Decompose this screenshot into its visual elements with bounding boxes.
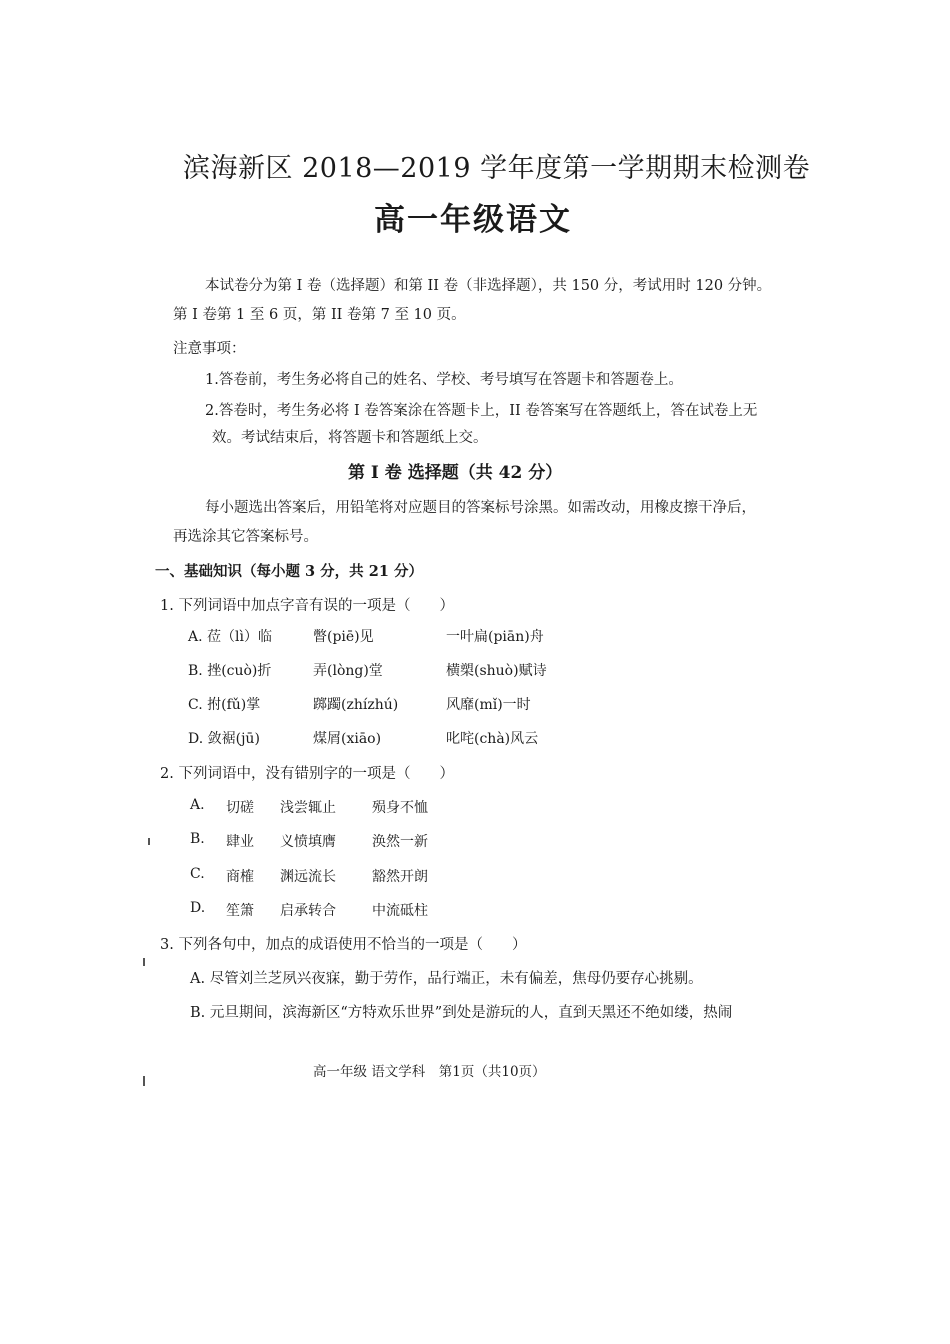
- q1-option-c-2: 踯躅(zhízhú): [313, 697, 399, 713]
- q3-option-b: B. 元旦期间，滨海新区“方特欢乐世界”到处是游玩的人，直到天黑还不绝如缕，热闹: [190, 1005, 733, 1021]
- q2-option-a-3: 殒身不恤: [372, 800, 428, 816]
- q2-option-b-3: 涣然一新: [372, 834, 428, 850]
- q2-option-d-1: 笙箫: [226, 903, 254, 919]
- section-title: 第 I 卷 选择题（共 42 分）: [348, 463, 563, 483]
- q2-option-a-1: 切磋: [226, 800, 254, 816]
- question-1-stem: 1. 下列词语中加点字音有误的一项是（ ）: [160, 598, 454, 614]
- section-instruction-line-1: 每小题选出答案后，用铅笔将对应题目的答案标号涂黑。如需改动，用橡皮擦干净后，: [205, 500, 756, 516]
- scan-mark: [148, 838, 150, 845]
- section-instruction-line-2: 再选涂其它答案标号。: [173, 529, 318, 545]
- q1-option-a-3: 一叶扁(piān)舟: [446, 629, 544, 645]
- exam-title: 滨海新区 2018—2019 学年度第一学期期末检测卷: [183, 153, 811, 184]
- q2-option-c-3: 豁然开朗: [372, 869, 428, 885]
- q2-option-b-label: B.: [190, 831, 205, 847]
- q2-option-b-1: 肆业: [226, 834, 254, 850]
- q2-option-c-label: C.: [190, 866, 205, 882]
- q2-option-c-2: 渊远流长: [280, 869, 336, 885]
- q2-option-b-2: 义愤填膺: [280, 834, 336, 850]
- exam-subtitle: 高一年级语文: [374, 202, 572, 238]
- q2-option-a-2: 浅尝辄止: [280, 800, 336, 816]
- page-footer: 高一年级 语文学科 第1页（共10页）: [313, 1064, 546, 1080]
- notice-item-1: 1.答卷前，考生务必将自己的姓名、学校、考号填写在答题卡和答题卷上。: [205, 372, 683, 388]
- q1-option-b-2: 弄(lòng)堂: [313, 663, 383, 679]
- notice-title: 注意事项：: [173, 341, 246, 357]
- q1-option-a-1: A. 莅（lì）临: [188, 629, 272, 645]
- intro-line-1: 本试卷分为第 I 卷（选择题）和第 II 卷（非选择题），共 150 分，考试用时 120 分钟。: [205, 278, 772, 294]
- q1-option-c-1: C. 拊(fǔ)掌: [188, 697, 261, 713]
- question-2-stem: 2. 下列词语中，没有错别字的一项是（ ）: [160, 766, 454, 782]
- q1-option-c-3: 风靡(mǐ)一时: [446, 697, 531, 713]
- scan-mark: [143, 1076, 145, 1086]
- q1-option-d-1: D. 敛裾(jū): [188, 731, 260, 747]
- q2-option-d-label: D.: [190, 900, 206, 916]
- q2-option-c-1: 商榷: [226, 869, 254, 885]
- part-title: 一、基础知识（每小题 3 分，共 21 分）: [155, 563, 423, 580]
- notice-item-2-line-1: 2.答卷时，考生务必将 I 卷答案涂在答题卡上，II 卷答案写在答题纸上，答在试卷上无: [205, 403, 758, 419]
- q1-option-d-3: 叱咤(chà)风云: [446, 731, 539, 747]
- scan-mark: [143, 958, 145, 966]
- q1-option-b-1: B. 挫(cuò)折: [188, 663, 272, 679]
- q1-option-a-2: 瞥(piē)见: [313, 629, 374, 645]
- q1-option-d-2: 煤屑(xiāo): [313, 731, 382, 747]
- question-3-stem: 3. 下列各句中，加点的成语使用不恰当的一项是（ ）: [160, 937, 527, 953]
- q1-option-b-3: 横槊(shuò)赋诗: [446, 663, 547, 679]
- q2-option-d-2: 启承转合: [280, 903, 336, 919]
- notice-item-2-line-2: 效。考试结束后，将答题卡和答题纸上交。: [212, 430, 488, 446]
- q2-option-a-label: A.: [190, 797, 205, 813]
- q3-option-a: A. 尽管刘兰芝夙兴夜寐，勤于劳作，品行端正，未有偏差，焦母仍要存心挑剔。: [190, 971, 703, 987]
- intro-line-2: 第 I 卷第 1 至 6 页，第 II 卷第 7 至 10 页。: [173, 307, 466, 323]
- q2-option-d-3: 中流砥柱: [372, 903, 428, 919]
